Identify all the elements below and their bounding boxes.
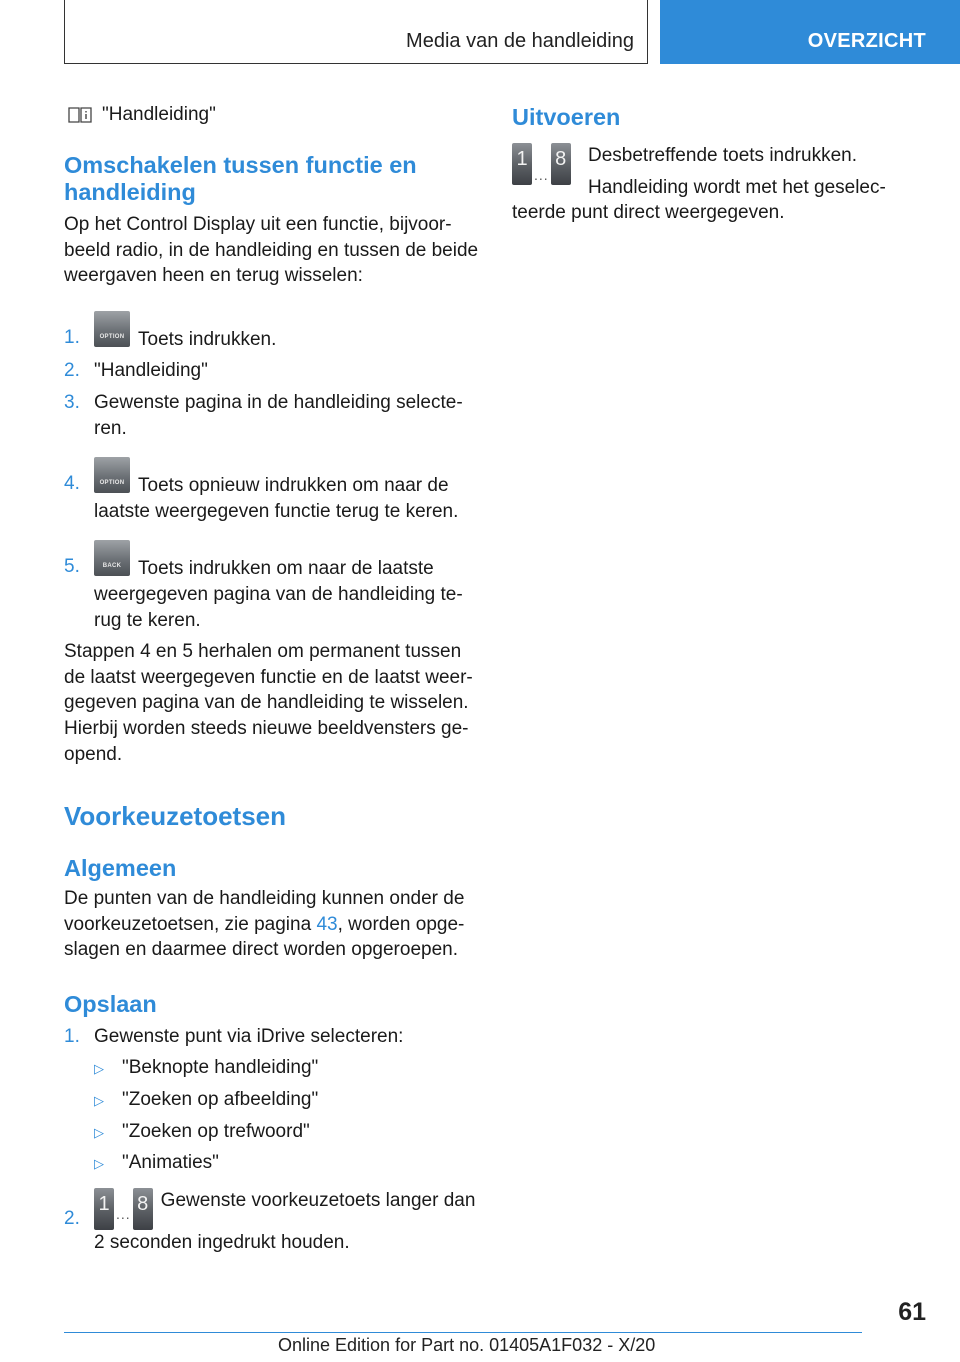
paragraph-general: De punten van de handleiding kunnen onder de voorkeuzetoetsen, zie pagina 43, worden opge-slagen en daarmee direct worden opgeroepen. [64, 888, 465, 961]
step-text: Gewenste voorkeuzetoets langer dan 2 seconden ingedrukt houden. [94, 1189, 476, 1253]
step-number: 5. [64, 556, 80, 578]
step-1 [64, 311, 482, 353]
option-button-icon: OPTION [94, 311, 130, 347]
paragraph-switch: Op het Control Display uit een functie, bijvoor-beeld radio, in de handleiding en tussen de beide weergaven heen en terug wisselen: [64, 214, 479, 287]
step-number: 2. [64, 1207, 80, 1229]
step-2 [64, 358, 482, 384]
step-number: 4. [64, 473, 80, 495]
step-4 [64, 457, 482, 524]
step-number: 2. [64, 360, 80, 382]
page-link-43[interactable]: 43 [316, 913, 338, 935]
step-number: 1. [64, 1025, 80, 1047]
step-text: Gewenste pagina in de handleiding selecte-ren. [94, 391, 463, 439]
book-icon [68, 106, 92, 124]
preset-key-8-icon: 8 [133, 1188, 153, 1230]
paragraph-shown: Handleiding wordt met het geselec-teerde punt direct weergegeven. [512, 176, 886, 224]
overview-tab-label: OVERZICHT [807, 30, 926, 52]
save-step-2 [64, 1188, 482, 1256]
footer-divider [64, 1332, 862, 1333]
heading-presets: Voorkeuzetoetsen [64, 801, 287, 832]
heading-save: Opslaan [64, 990, 157, 1017]
preset-keys-icon: 1 ... 8 [94, 1188, 153, 1230]
save-options [94, 1055, 482, 1175]
step-5 [64, 540, 482, 633]
left-column [64, 100, 482, 1255]
step-text: Toets opnieuw indrukken om naar de laatste weergegeven functie terug te keren. [94, 475, 459, 522]
option-button-icon: OPTION [94, 457, 130, 493]
list-item: ▷ "Zoeken op trefwoord" [94, 1119, 482, 1145]
triangle-bullet-icon: ▷ [94, 1093, 104, 1109]
preset-key-1-icon: 1 [94, 1188, 114, 1230]
list-item: ▷ "Zoeken op afbeelding" [94, 1087, 482, 1113]
save-step-1 [64, 1024, 482, 1176]
preset-key-8-icon: 8 [551, 143, 571, 185]
edition-note: Online Edition for Part no. 01405A1F032 - X/20 [278, 1335, 656, 1355]
right-column [512, 100, 902, 226]
step-number: 1. [64, 326, 80, 348]
header-section-box [64, 0, 648, 64]
paragraph-repeat: Stappen 4 en 5 herhalen om permanent tussen de laatst weergegeven functie en de laatst weer-gegeven pagina van de handleiding te wisselen. Hierbij worden steeds nieuwe beeldvensters ge-opend. [64, 641, 473, 765]
step-number: 3. [64, 391, 80, 413]
switch-steps [64, 311, 482, 633]
header-section-title: Media van de handleiding [406, 30, 634, 52]
menu-path [68, 104, 482, 126]
execute-block [512, 143, 902, 226]
step-text: "Handleiding" [94, 360, 208, 382]
list-item: ▷ "Beknopte handleiding" [94, 1055, 482, 1081]
step-3 [64, 390, 482, 441]
paragraph-press: Desbetreffende toets indrukken. [588, 145, 857, 166]
heading-general: Algemeen [64, 855, 177, 882]
heading-execute: Uitvoeren [512, 104, 621, 130]
triangle-bullet-icon: ▷ [94, 1124, 104, 1140]
triangle-bullet-icon: ▷ [94, 1061, 104, 1077]
heading-switch: Omschakelen tussen functie en handleiding [64, 152, 417, 205]
preset-key-1-icon: 1 [512, 143, 532, 185]
page-number: 61 [898, 1298, 926, 1326]
menu-item-handleiding: "Handleiding" [102, 104, 216, 125]
step-text: Gewenste punt via iDrive selecteren: [94, 1025, 404, 1047]
step-text: Toets indrukken om naar de laatste weergegeven pagina van de handleiding te-rug te keren. [94, 558, 463, 631]
triangle-bullet-icon: ▷ [94, 1156, 104, 1172]
step-text: Toets indrukken. [138, 328, 277, 350]
preset-keys-icon: 1 ... 8 [512, 143, 571, 185]
back-button-icon: BACK [94, 540, 130, 576]
overview-tab[interactable] [660, 0, 960, 64]
save-steps [64, 1024, 482, 1256]
list-item: ▷ "Animaties" [94, 1150, 482, 1176]
